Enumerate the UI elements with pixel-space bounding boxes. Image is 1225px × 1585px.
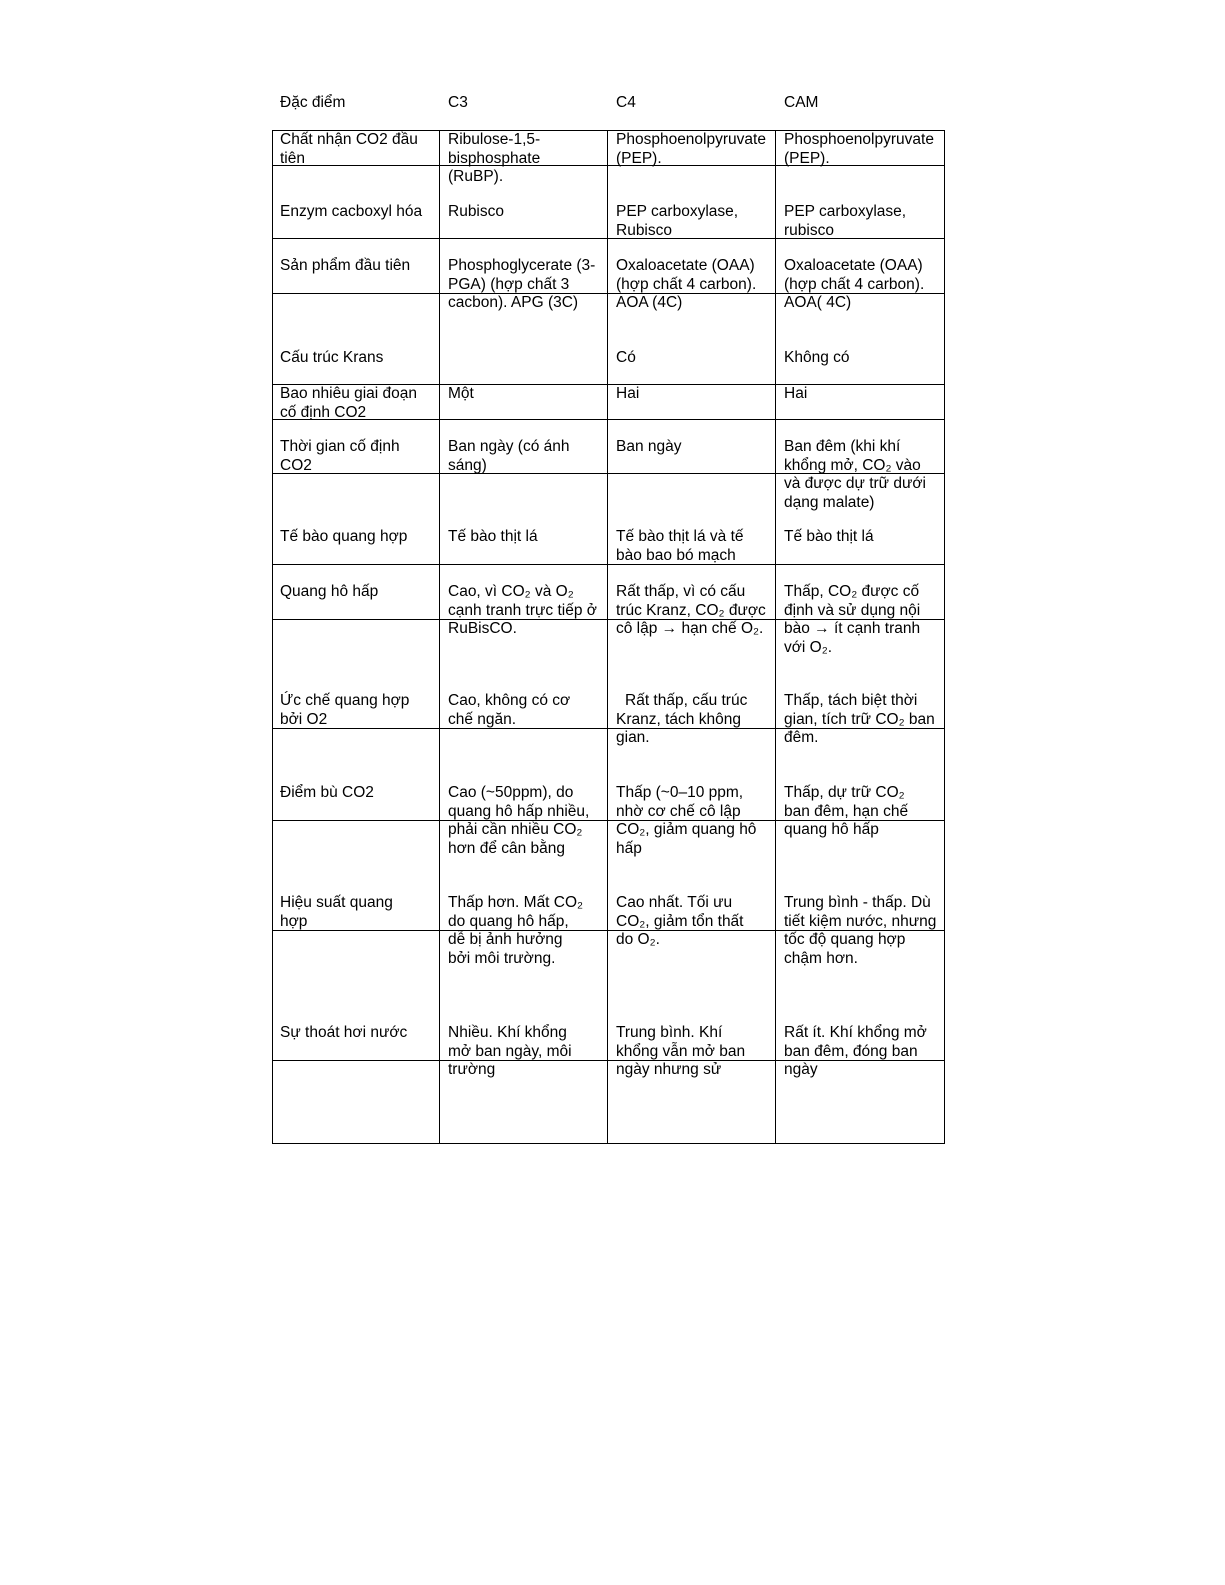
cell-feature: Quang hô hấp [280, 583, 379, 600]
cell-c3: Một [448, 385, 474, 402]
cell-c4: Rất thấp, vì có cấu trúc Kranz, CO₂ được cô lập → hạn chế O₂. [616, 583, 766, 637]
cell-feature: Bao nhiêu giai đoạn cố định CO2 [280, 385, 418, 421]
cell-cam: Tế bào thịt lá [784, 528, 874, 545]
cell-feature: Cấu trúc Krans [280, 349, 384, 366]
cell-cam: Oxaloacetate (OAA) (hợp chất 4 carbon). AOA( 4C) [784, 257, 925, 311]
cell-c3: Cao, không có cơ chế ngăn. [448, 692, 571, 728]
cell-c4: Ban ngày [616, 438, 682, 455]
cell-c4: Trung bình. Khí khổng vẫn mở ban ngày nhưng sử [616, 1024, 746, 1078]
cell-feature: Enzym cacboxyl hóa [280, 203, 423, 220]
cell-c3: Nhiều. Khí khổng mở ban ngày, môi trường [448, 1024, 572, 1078]
cell-c4: Oxaloacetate (OAA) (hợp chất 4 carbon). AOA (4C) [616, 257, 757, 311]
column-divider [607, 131, 608, 1143]
cell-cam: Thấp, tách biệt thời gian, tích trữ CO₂ ban đêm. [784, 692, 935, 746]
cell-c4: Phosphoenolpyruvate (PEP). [616, 131, 766, 167]
cell-c4: Tế bào thịt lá và tế bào bao bó mạch [616, 528, 744, 564]
cell-c3: Phosphoglycerate (3-PGA) (hợp chất 3 cacbon). APG (3C) [448, 257, 596, 311]
cell-c3: Tế bào thịt lá [448, 528, 538, 545]
cell-c4: Rất thấp, cấu trúc Kranz, tách không gian. [616, 692, 748, 746]
header-c3: C3 [448, 94, 468, 111]
cell-c3: Thấp hơn. Mất CO₂ do quang hô hấp, dễ bị ảnh hưởng bởi môi trường. [448, 894, 584, 967]
cell-feature: Thời gian cố định CO2 [280, 438, 400, 474]
cell-c4: Thấp (~0–10 ppm, nhờ cơ chế cô lập CO₂, giảm quang hô hấp [616, 784, 757, 857]
table-header-row [280, 94, 960, 116]
cell-feature: Tế bào quang hợp [280, 528, 408, 545]
cell-cam: Thấp, dự trữ CO₂ ban đêm, hạn chế quang hô hấp [784, 784, 909, 838]
column-divider [439, 131, 440, 1143]
column-divider [775, 131, 776, 1143]
cell-feature: Ức chế quang hợp bởi O2 [280, 692, 410, 728]
cell-cam: Phosphoenolpyruvate (PEP). [784, 131, 934, 167]
cell-cam: PEP carboxylase, rubisco [784, 203, 907, 239]
cell-c4: Có [616, 349, 636, 366]
cell-feature: Hiệu suất quang hợp [280, 894, 393, 930]
cell-c3: Ban ngày (có ánh sáng) [448, 438, 570, 474]
cell-c3: Rubisco [448, 203, 504, 220]
header-cam: CAM [784, 94, 819, 111]
cell-cam: Rất ít. Khí khổng mở ban đêm, đóng ban ngày [784, 1024, 927, 1078]
cell-cam: Không có [784, 349, 850, 366]
cell-c4: Cao nhất. Tối ưu CO₂, giảm tổn thất do O₂. [616, 894, 744, 948]
cell-cam: Hai [784, 385, 808, 402]
cell-c4: PEP carboxylase, Rubisco [616, 203, 739, 239]
header-feature: Đặc điểm [280, 94, 346, 111]
cell-feature: Điểm bù CO2 [280, 784, 374, 801]
cell-feature: Sự thoát hơi nước [280, 1024, 408, 1041]
cell-feature: Sản phẩm đầu tiên [280, 257, 411, 274]
cell-cam: Thấp, CO₂ được cố định và sử dụng nội bào → ít cạnh tranh với O₂. [784, 583, 921, 656]
row-divider [273, 564, 944, 565]
cell-c3: Cao (~50ppm), do quang hô hấp nhiều, phải cần nhiều CO₂ hơn để cân bằng [448, 784, 590, 857]
cell-cam: Ban đêm (khi khí khổng mở, CO₂ vào và được dự trữ dưới dạng malate) [784, 438, 926, 511]
cell-cam: Trung bình - thấp. Dù tiết kiệm nước, nhưng tốc độ quang hợp chậm hơn. [784, 894, 937, 967]
cell-c4: Hai [616, 385, 640, 402]
cell-c3: Cao, vì CO₂ và O₂ cạnh tranh trực tiếp ở RuBisCO. [448, 583, 597, 637]
cell-c3: Ribulose-1,5-bisphosphate (RuBP). [448, 131, 541, 185]
cell-feature: Chất nhận CO2 đầu tiên [280, 131, 418, 167]
header-c4: C4 [616, 94, 636, 111]
comparison-table [272, 130, 945, 1144]
